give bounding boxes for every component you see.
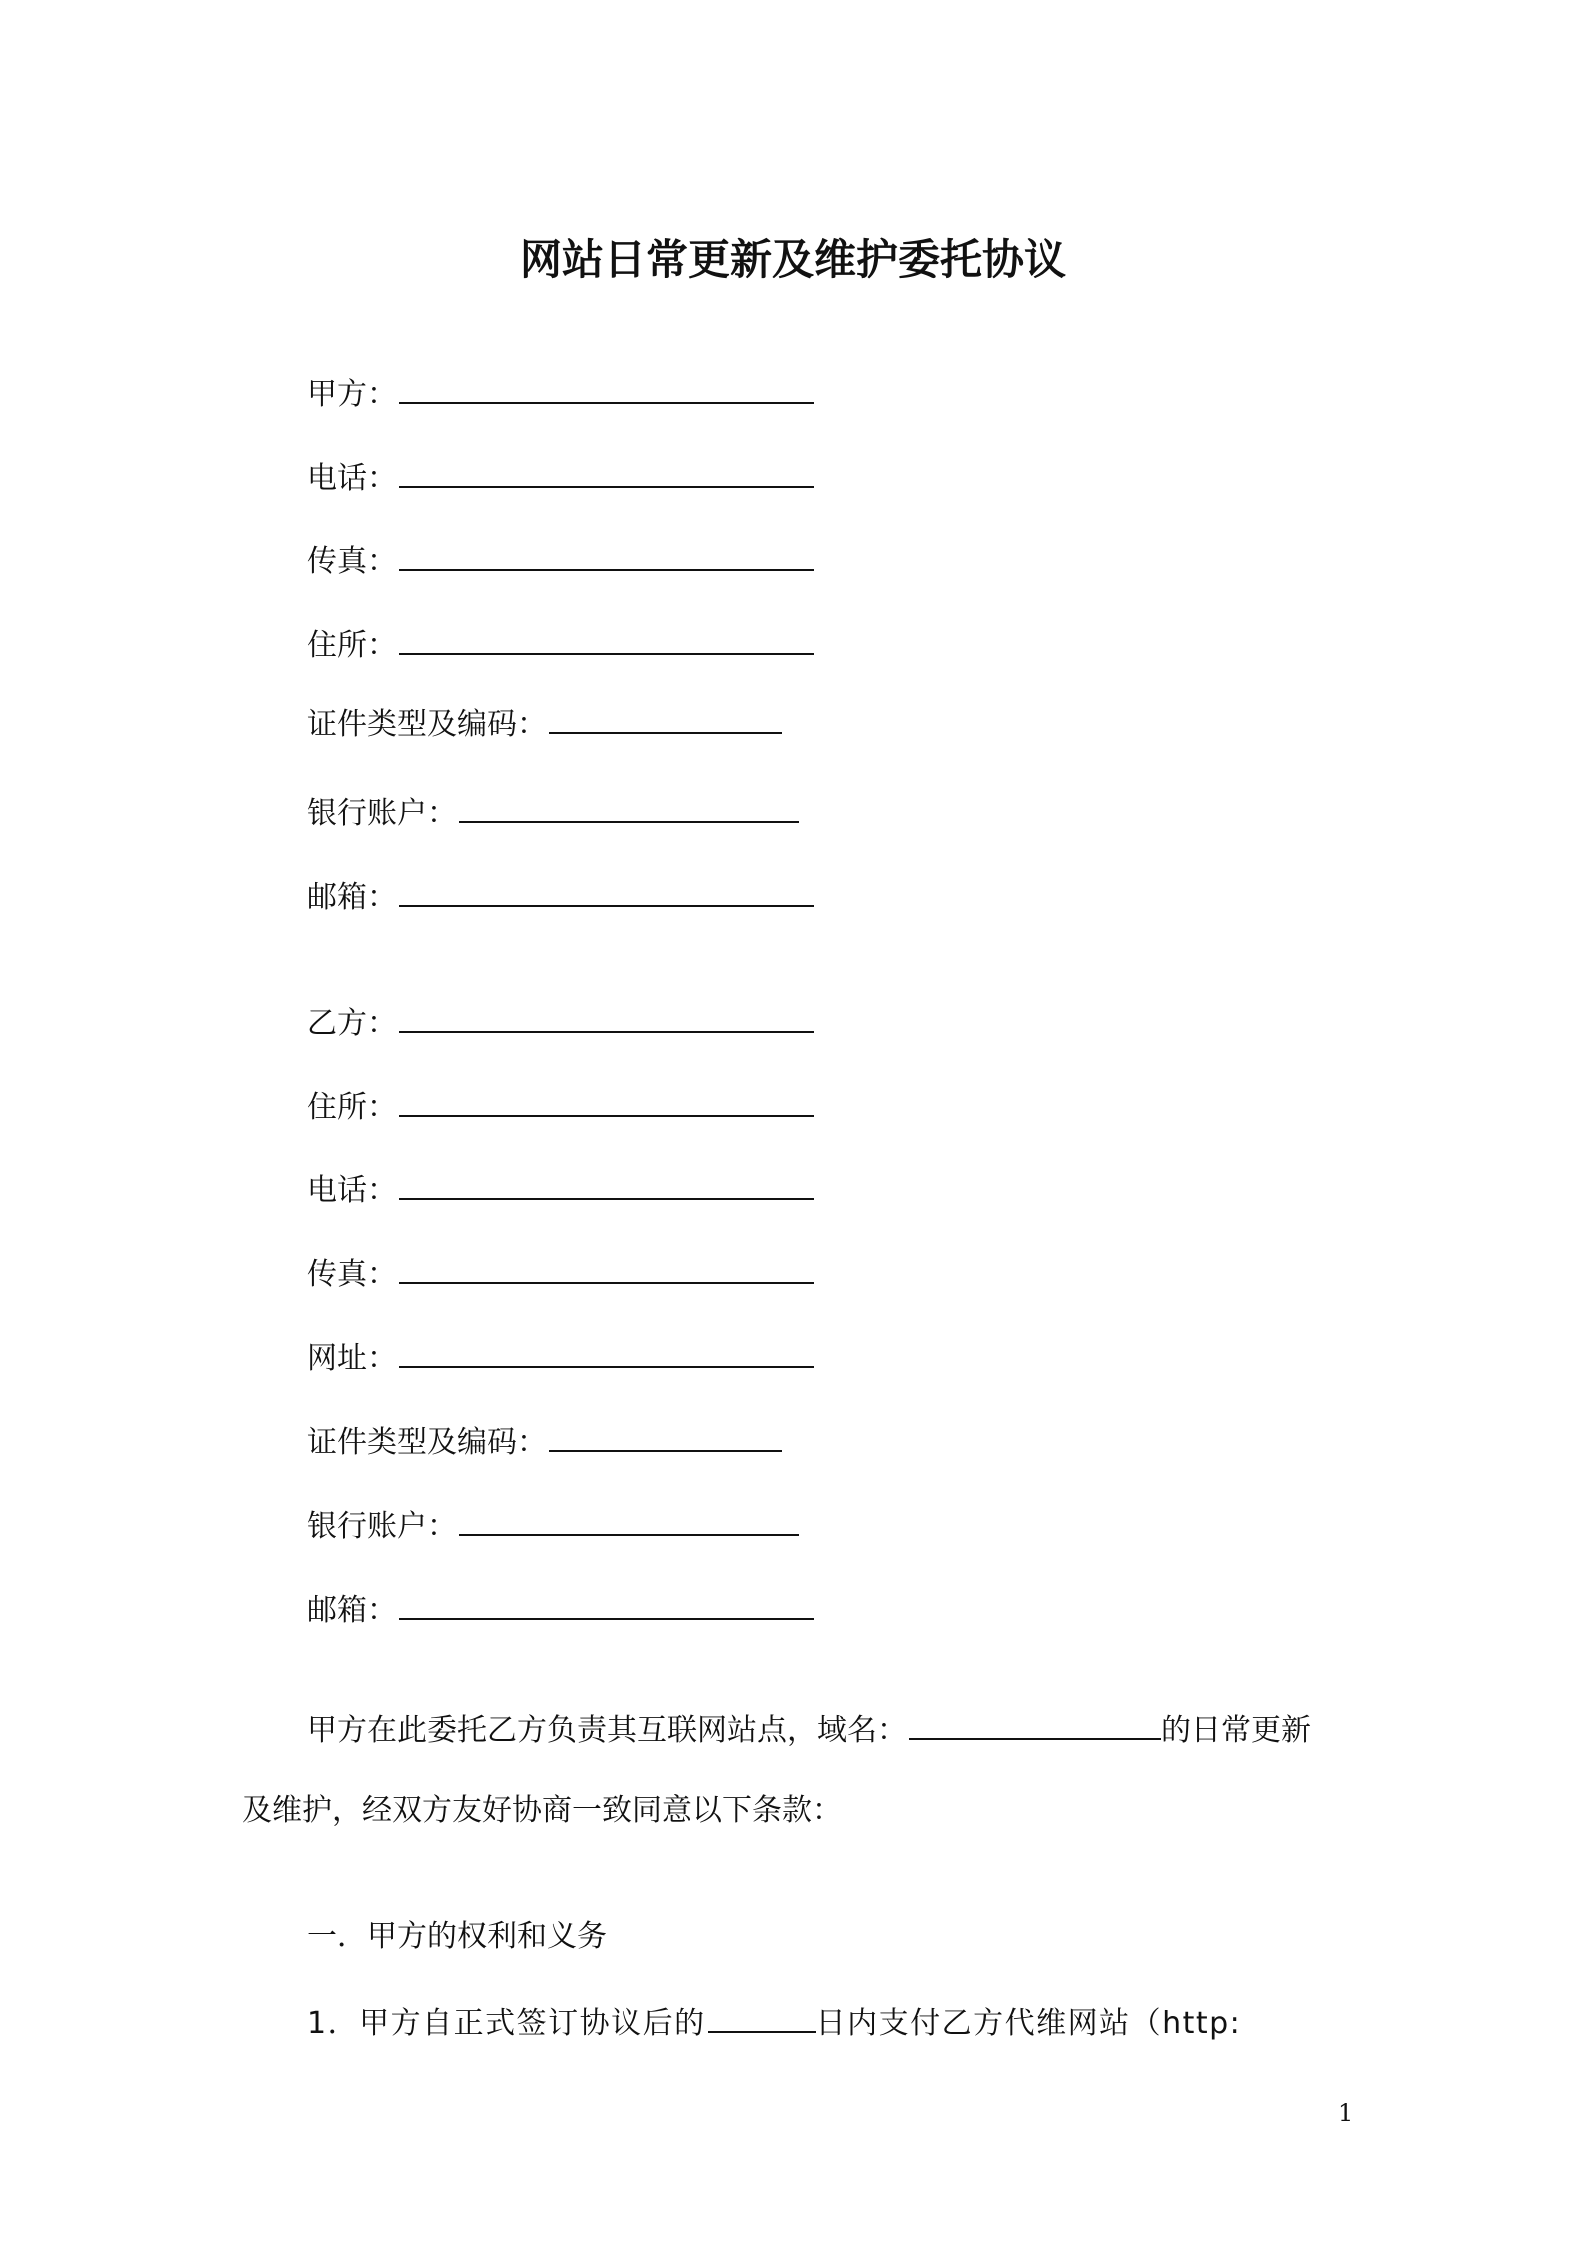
intro-text: 的日常更新	[1161, 1713, 1311, 1748]
fill-blank[interactable]	[399, 1168, 814, 1200]
party-b-name-field	[307, 1001, 814, 1044]
fill-blank[interactable]	[399, 539, 814, 571]
field-label: 传真：	[307, 1257, 397, 1292]
field-label: 电话：	[307, 1173, 397, 1208]
field-label: 网址：	[307, 1341, 397, 1376]
party-b-address-field	[307, 1085, 814, 1128]
fill-blank[interactable]	[459, 1504, 799, 1536]
intro-line-1	[307, 1708, 1311, 1751]
clause-1	[307, 2001, 1241, 2044]
fill-blank[interactable]	[549, 702, 782, 734]
section-1-heading: 一．甲方的权利和义务	[307, 1919, 607, 1954]
party-b-fax-field	[307, 1252, 814, 1295]
intro-line-2: 及维护，经双方友好协商一致同意以下条款：	[242, 1793, 842, 1828]
field-label: 住所：	[307, 628, 397, 663]
page-number: 1	[1338, 2099, 1354, 2127]
party-b-website-field	[307, 1336, 814, 1379]
clause-text: 日内支付乙方代维网站（http:	[815, 2006, 1242, 2041]
party-a-email-field	[307, 875, 814, 918]
field-label: 证件类型及编码：	[307, 1425, 547, 1460]
fill-blank[interactable]	[549, 1420, 782, 1452]
field-label: 电话：	[307, 461, 397, 496]
field-label: 邮箱：	[307, 880, 397, 915]
fill-blank[interactable]	[399, 1085, 814, 1117]
party-a-id-field	[307, 702, 782, 745]
party-a-fax-field	[307, 539, 814, 582]
party-a-address-field	[307, 623, 814, 666]
document-title: 网站日常更新及维护委托协议	[519, 235, 1066, 284]
field-label: 甲方：	[307, 377, 397, 412]
party-b-phone-field	[307, 1168, 814, 1211]
fill-blank[interactable]	[399, 1001, 814, 1033]
fill-blank[interactable]	[459, 791, 799, 823]
fill-blank[interactable]	[399, 1588, 814, 1620]
fill-blank[interactable]	[399, 1252, 814, 1284]
field-label: 住所：	[307, 1090, 397, 1125]
party-b-email-field	[307, 1588, 814, 1631]
intro-text: 甲方在此委托乙方负责其互联网站点，域名：	[307, 1713, 907, 1748]
field-label: 银行账户：	[307, 796, 457, 831]
party-a-name-field	[307, 372, 814, 415]
domain-blank[interactable]	[909, 1708, 1161, 1740]
field-label: 邮箱：	[307, 1593, 397, 1628]
party-a-bank-field	[307, 791, 799, 834]
field-label: 银行账户：	[307, 1509, 457, 1544]
field-label: 乙方：	[307, 1006, 397, 1041]
party-a-phone-field	[307, 456, 814, 499]
party-b-bank-field	[307, 1504, 799, 1547]
fill-blank[interactable]	[399, 623, 814, 655]
clause-text: 1．甲方自正式签订协议后的	[307, 2006, 706, 2041]
fill-blank[interactable]	[399, 1336, 814, 1368]
days-blank[interactable]	[708, 2001, 816, 2033]
party-b-id-field	[307, 1420, 782, 1463]
field-label: 传真：	[307, 544, 397, 579]
fill-blank[interactable]	[399, 875, 814, 907]
field-label: 证件类型及编码：	[307, 707, 547, 742]
fill-blank[interactable]	[399, 456, 814, 488]
fill-blank[interactable]	[399, 372, 814, 404]
